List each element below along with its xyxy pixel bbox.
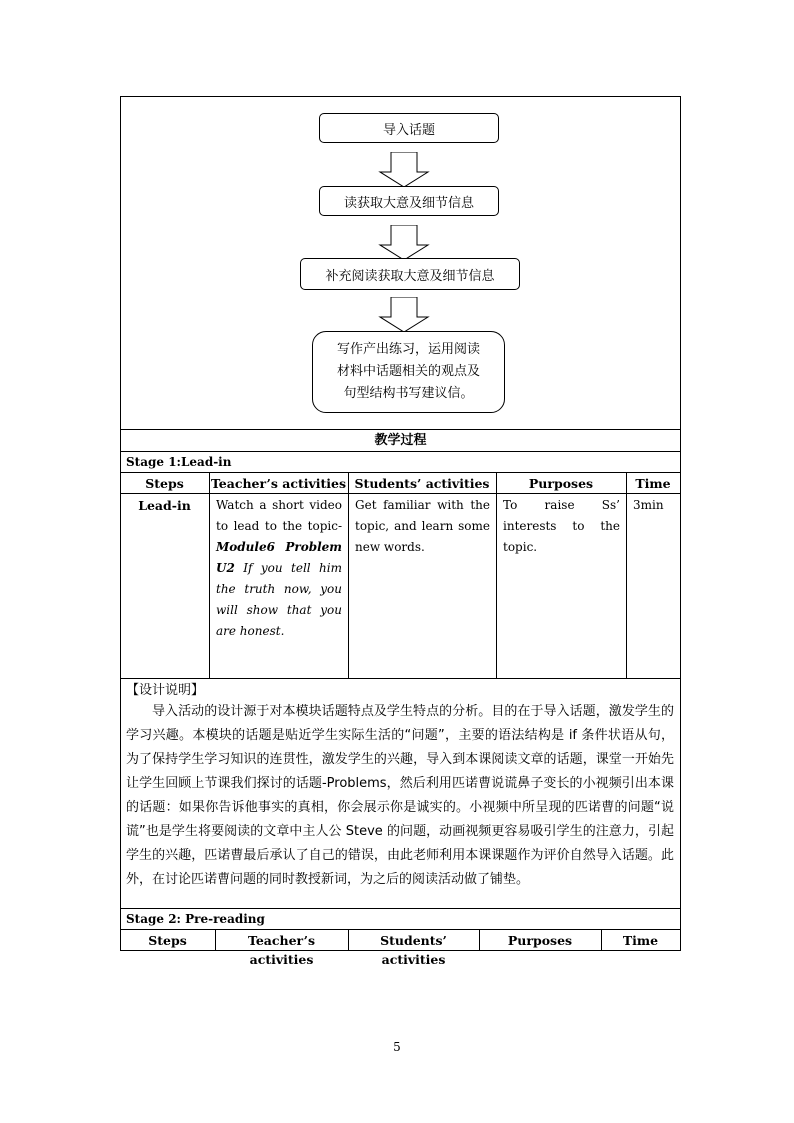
- header-steps: Steps: [148, 933, 187, 948]
- header-purposes: Purposes: [507, 933, 573, 948]
- design-note-heading: 【设计说明】: [126, 683, 205, 698]
- stage2-title: Stage 2: Pre-reading: [126, 912, 265, 926]
- header-teacher-activities: Teacher’s activities: [210, 476, 347, 491]
- students-activity: Get familiar with the topic, and learn some new words.: [355, 498, 490, 554]
- teacher-activity-title: If you tell him the truth now, you will show that you are honest.: [216, 561, 342, 638]
- page-number: 5: [393, 1040, 401, 1054]
- header-steps: Steps: [145, 476, 184, 491]
- flow-step-reading: 读获取大意及细节信息: [319, 186, 499, 216]
- teacher-activity-module: Module6 Problem U2: [216, 540, 342, 575]
- down-arrow-icon: [376, 225, 432, 261]
- flow-step-writing: 写作产出练习，运用阅读 材料中话题相关的观点及 句型结构书写建议信。: [312, 331, 505, 413]
- teacher-activity-intro: Watch a short video to lead to the topic-: [216, 498, 342, 533]
- header-purposes: Purposes: [528, 476, 594, 491]
- purposes-text: To raise Ss’ interests to the topic.: [503, 498, 620, 554]
- header-time: Time: [622, 933, 659, 948]
- design-note-body: 导入活动的设计源于对本模块话题特点及学生特点的分析。目的在于导入话题，激发学生的学习兴趣。本模块的话题是贴近学生实际生活的“问题”，主要的语法结构是 if 条件状语从句，为了保持学生学习知识的连贯性，激发学生的兴趣，导入到本课阅读文章的话题，课堂一开始先让学生回顾上节课我们探讨的话题-Problems，然后利用匹诺曹说谎鼻子变长的小视频引出本课的话题：如果你告诉他事实的真相，你会展示你是诚实的。小视频中所呈现的匹诺曹的问题“说谎”也是学生将要阅读的文章中主人公 Steve 的问题，动画视频更容易吸引学生的注意力，引起学生的兴趣，匹诺曹最后承认了自己的错误，由此老师利用本课课题作为评价自然导入话题。此外，在讨论匹诺曹问题的同时教授新词，为之后的阅读活动做了铺垫。: [126, 704, 674, 887]
- header-students-activities: Students’ activities: [354, 476, 490, 491]
- header-teacher-activities: Teacher’s activities: [247, 933, 315, 967]
- header-students-activities: Students’ activities: [380, 933, 447, 967]
- down-arrow-icon: [376, 297, 432, 333]
- process-title: 教学过程: [374, 433, 427, 448]
- down-arrow-icon: [376, 152, 432, 188]
- step-lead-in: Lead-in: [138, 498, 191, 513]
- flow-step-supplementary: 补充阅读获取大意及细节信息: [300, 258, 520, 290]
- teacher-activity: [216, 495, 342, 642]
- header-time: Time: [635, 476, 671, 491]
- stage1-title: Stage 1:Lead-in: [126, 455, 232, 469]
- flow-step-intro: 导入话题: [319, 113, 499, 143]
- time-value: 3min: [633, 498, 664, 512]
